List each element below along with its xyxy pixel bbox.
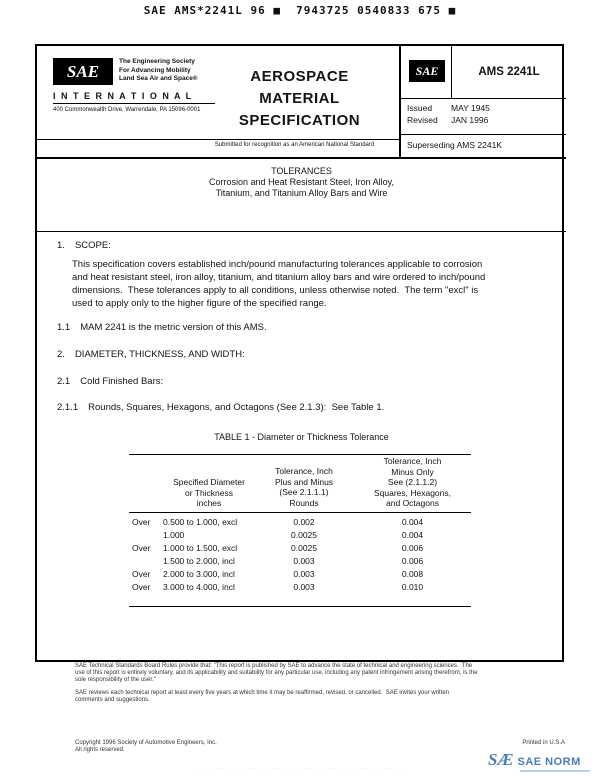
- footnote-line: SAE reviews each technical report at least every five years at which time it may be reaffirmed, revised, or cancelled. SAE invites your written: [75, 690, 450, 696]
- title-block: [37, 166, 566, 199]
- sae-logo: [53, 58, 113, 85]
- scope-paragraph: [72, 258, 485, 310]
- header-line: Squares, Hexagons,: [373, 487, 452, 498]
- cell-rounds: 0.0025: [291, 530, 317, 540]
- divider: [53, 103, 215, 104]
- section-1-heading: [57, 240, 111, 251]
- section-2-heading: [57, 349, 245, 360]
- header-line: Tolerance, Inch: [275, 466, 333, 476]
- section-2-1: [57, 376, 163, 387]
- title-line: Corrosion and Heat Resistant Steel, Iron Alloy,: [209, 177, 394, 187]
- doc-type-line: SPECIFICATION: [238, 112, 361, 129]
- cell-squares: 0.006: [401, 556, 424, 566]
- sae-logo-letters: SAE: [415, 63, 439, 78]
- cell-over: Over: [132, 517, 151, 527]
- superseding-note: Superseding AMS 2241K: [407, 140, 502, 150]
- table-row: [129, 543, 471, 556]
- header-line: or Thickness: [184, 487, 234, 498]
- paragraph-line: and heat resistant steel, iron alloy, titanium, and titanium alloy bars and wire ordered to inch/pound: [72, 272, 486, 283]
- cell-range: 3.000 to 4.000, incl: [163, 582, 235, 592]
- revised-label: Revised: [407, 115, 438, 125]
- copyright-line-2: All rights reserved.: [75, 747, 125, 753]
- divider: [37, 139, 399, 140]
- title-line: TOLERANCES: [271, 166, 332, 176]
- sae-taglines: [119, 58, 198, 84]
- cell-squares: 0.004: [401, 517, 424, 527]
- doc-type-heading: [192, 66, 407, 132]
- section-title: SCOPE:: [74, 240, 111, 251]
- section-number: 1.: [57, 240, 65, 251]
- cell-rounds: 0.003: [293, 556, 315, 566]
- footnote-line: use of this report is entirely voluntary, and its applicability and suitability for any particular use, including any patent infringement arising therefrom, is the: [75, 670, 478, 676]
- table-rule: [129, 454, 471, 455]
- divider: [399, 98, 566, 99]
- cell-over: Over: [132, 543, 151, 553]
- paragraph-line: This specification covers established inch/pound manufacturing tolerances applicable to corrosion: [72, 259, 483, 270]
- cell-range: 1.000: [163, 530, 185, 540]
- table-row: [129, 517, 471, 530]
- cell-range: 0.500 to 1.000, excl: [163, 517, 238, 527]
- cell-range: 1.500 to 2.000, incl: [163, 556, 235, 566]
- cell-rounds: 0.003: [293, 582, 315, 592]
- paragraph-line: used to apply only to the higher figure of the specified range.: [72, 298, 327, 309]
- address-line: 400 Commonwealth Drive, Warrendale, PA 15096-0001: [53, 107, 201, 113]
- table-row: [129, 569, 471, 582]
- sae-norm-logo-icon: SÆ: [488, 750, 514, 769]
- sae-logo-small: [409, 60, 445, 82]
- section-text: Rounds, Squares, Hexagons, and Octagons (See 2.1.3): See Table 1.: [88, 402, 385, 413]
- document-frame: [35, 44, 564, 662]
- section-number: 2.1.1: [57, 402, 79, 413]
- table-caption: TABLE 1 - Diameter or Thickness Tolerance: [214, 432, 389, 442]
- paragraph-line: dimensions. These tolerances apply to all conditions, unless otherwise noted. The term "excl" is: [72, 285, 479, 296]
- scan-code-line: SAE AMS*2241L 96 ■ 7943725 0540833 675 ■: [143, 4, 457, 17]
- header-line: Plus and Minus: [274, 476, 334, 487]
- header-line: Tolerance, Inch: [383, 456, 442, 466]
- table-rule: [129, 512, 471, 513]
- header-divider: [37, 157, 566, 159]
- sae-logo-letters: SAE: [66, 61, 100, 81]
- section-number: 2.: [57, 349, 65, 360]
- tagline: The Engineering Society: [119, 58, 195, 65]
- table-row: [129, 530, 471, 543]
- section-number: 2.1: [57, 376, 71, 387]
- license-microtext: ····························································: [195, 766, 405, 771]
- cell-rounds: 0.003: [293, 569, 315, 579]
- section-2-1-1: [57, 402, 384, 413]
- section-1-1: [57, 322, 267, 333]
- footnote-line: SAE Technical Standards Board Rules provide that: "This report is published by SAE to advance the state of technical and engineering sciences. The: [75, 663, 473, 669]
- divider: [399, 134, 566, 135]
- cell-rounds: 0.002: [293, 517, 315, 527]
- sae-norm-label: SAE NORM: [517, 756, 581, 768]
- title-line: Titanium, and Titanium Alloy Bars and Wire: [215, 188, 388, 198]
- tagline: Land Sea Air and Space®: [119, 75, 198, 82]
- international-label: I N T E R N A T I O N A L: [53, 91, 193, 101]
- sae-norm-subline: [520, 770, 590, 772]
- cell-squares: 0.008: [401, 569, 424, 579]
- issued-label: Issued: [407, 103, 433, 113]
- footnote-line: comments and suggestions.: [75, 697, 150, 703]
- sae-norm-logo: [488, 750, 581, 770]
- divider: [451, 46, 452, 98]
- cell-range: 2.000 to 3.000, incl: [163, 569, 235, 579]
- copyright-line-1: Copyright 1996 Society of Automotive Engineers, Inc.: [75, 740, 217, 746]
- printed-note: Printed in U.S.A: [522, 740, 565, 746]
- header-line: and Octagons: [386, 498, 439, 508]
- submitted-note: Submitted for recognition as an American National Standard: [214, 142, 375, 148]
- section-text: Cold Finished Bars:: [80, 376, 164, 387]
- cell-range: 1.000 to 1.500, excl: [163, 543, 238, 553]
- header-line: inches: [196, 498, 222, 508]
- header-line: Specified Diameter: [173, 477, 245, 487]
- header-line: Minus Only: [391, 466, 434, 477]
- table-row: [129, 556, 471, 569]
- footer-note-1: [75, 663, 567, 684]
- footnote-line: sole responsibility of the user.": [75, 677, 156, 683]
- cell-over: Over: [132, 569, 151, 579]
- revised-value: JAN 1996: [451, 115, 489, 125]
- table-row: [129, 582, 471, 595]
- section-number: 1.1: [57, 322, 71, 333]
- section-text: MAM 2241 is the metric version of this AMS.: [80, 322, 267, 333]
- column-header-rounds: [259, 466, 349, 508]
- divider: [399, 46, 401, 159]
- title-divider: [37, 231, 566, 232]
- tagline: For Advancing Mobility: [119, 66, 191, 74]
- header-line: Rounds: [289, 497, 319, 508]
- section-title: DIAMETER, THICKNESS, AND WIDTH:: [74, 349, 245, 360]
- issued-value: MAY 1945: [451, 103, 490, 113]
- footer-note-2: [75, 690, 567, 704]
- doc-type-line: MATERIAL: [259, 90, 340, 107]
- doc-number: AMS 2241L: [478, 66, 540, 78]
- doc-type-line: AEROSPACE: [250, 68, 349, 85]
- cell-squares: 0.010: [401, 582, 424, 592]
- cell-over: Over: [132, 582, 151, 592]
- cell-squares: 0.006: [401, 543, 424, 553]
- cell-squares: 0.004: [401, 530, 424, 540]
- cell-rounds: 0.0025: [291, 543, 317, 553]
- column-header-squares: [354, 456, 471, 509]
- tolerance-table: [129, 454, 471, 608]
- header-line: See (2.1.1.2): [387, 477, 438, 487]
- header-line: (See 2.1.1.1): [279, 487, 329, 497]
- table-rule: [129, 606, 471, 607]
